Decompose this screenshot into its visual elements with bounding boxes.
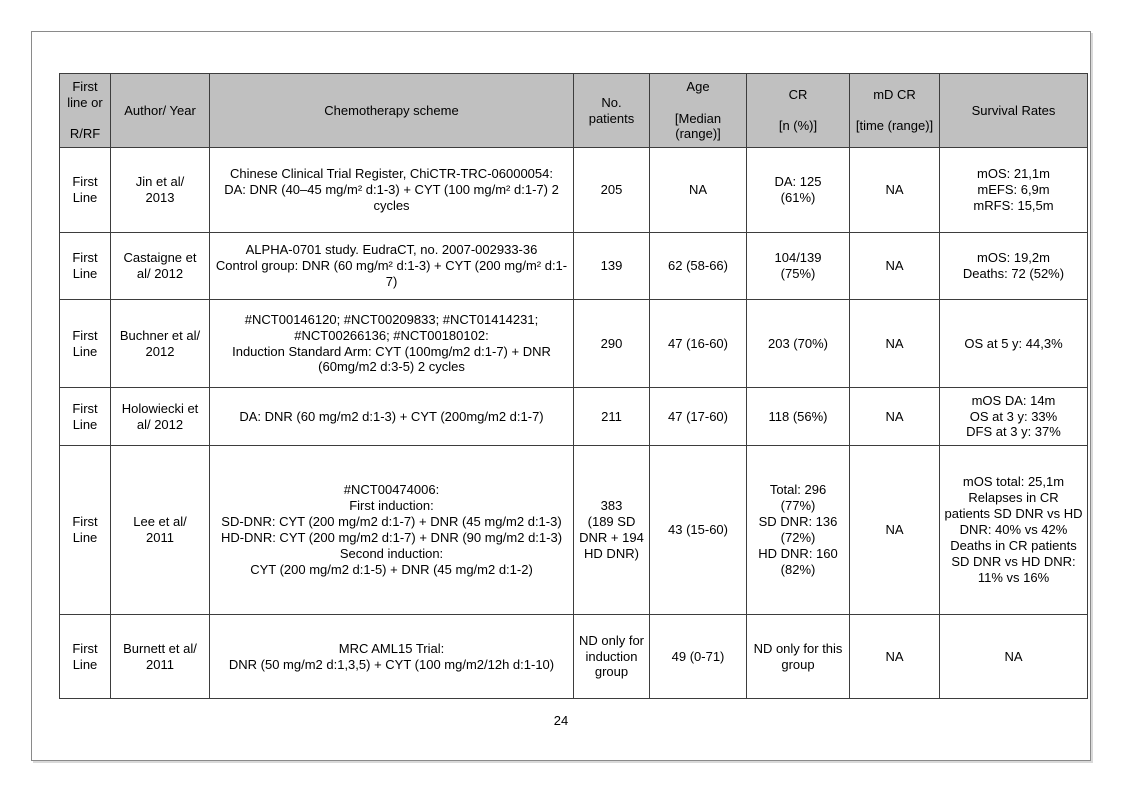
column-header-age: Age [Median (range)]: [650, 74, 747, 148]
cell-line: First Line: [60, 615, 111, 699]
cell-md_cr: NA: [850, 446, 940, 615]
page-number: 24: [553, 713, 569, 728]
table-row: [60, 388, 1088, 446]
cell-patients: 290: [574, 300, 650, 388]
cell-survival: mOS DA: 14m OS at 3 y: 33% DFS at 3 y: 37%: [940, 388, 1088, 446]
cell-patients: 383 (189 SD DNR + 194 HD DNR): [574, 446, 650, 615]
cell-author: Lee et al/ 2011: [111, 446, 210, 615]
table-row: [60, 148, 1088, 233]
cell-survival: mOS: 21,1m mEFS: 6,9m mRFS: 15,5m: [940, 148, 1088, 233]
table-row: [60, 446, 1088, 615]
cell-scheme: #NCT00474006: First induction: SD-DNR: CYT (200 mg/m2 d:1-7) + DNR (45 mg/m2 d:1-3) HD-DNR: CYT (200 mg/m2 d:1-7) + DNR (90 mg/m2 d:1-3) Second induction: CYT (200 mg/m2 d:1-5) + DNR (45 mg/m2 d:1-2): [210, 446, 574, 615]
cell-author: Buchner et al/ 2012: [111, 300, 210, 388]
cell-scheme: DA: DNR (60 mg/m2 d:1-3) + CYT (200mg/m2 d:1-7): [210, 388, 574, 446]
cell-age: 47 (17-60): [650, 388, 747, 446]
cell-patients: ND only for induction group: [574, 615, 650, 699]
cell-md_cr: NA: [850, 233, 940, 300]
cell-md_cr: NA: [850, 148, 940, 233]
clinical-trials-table: [59, 73, 1088, 699]
cell-survival: mOS total: 25,1m Relapses in CR patients SD DNR vs HD DNR: 40% vs 42% Deaths in CR patients SD DNR vs HD DNR: 11% vs 16%: [940, 446, 1088, 615]
cell-line: First Line: [60, 446, 111, 615]
cell-age: 43 (15-60): [650, 446, 747, 615]
cell-age: 62 (58-66): [650, 233, 747, 300]
column-header-survival: Survival Rates: [940, 74, 1088, 148]
document-page: [31, 31, 1091, 761]
cell-cr: ND only for this group: [747, 615, 850, 699]
table-row: [60, 300, 1088, 388]
cell-survival: OS at 5 y: 44,3%: [940, 300, 1088, 388]
cell-cr: 118 (56%): [747, 388, 850, 446]
cell-author: Castaigne et al/ 2012: [111, 233, 210, 300]
cell-age: 49 (0-71): [650, 615, 747, 699]
cell-md_cr: NA: [850, 615, 940, 699]
column-header-md_cr: mD CR [time (range)]: [850, 74, 940, 148]
cell-author: Burnett et al/ 2011: [111, 615, 210, 699]
cell-cr: DA: 125 (61%): [747, 148, 850, 233]
cell-line: First Line: [60, 300, 111, 388]
cell-md_cr: NA: [850, 300, 940, 388]
cell-cr: 203 (70%): [747, 300, 850, 388]
cell-patients: 205: [574, 148, 650, 233]
cell-cr: Total: 296 (77%) SD DNR: 136 (72%) HD DNR: 160 (82%): [747, 446, 850, 615]
table-header: [60, 74, 1088, 148]
cell-age: 47 (16-60): [650, 300, 747, 388]
cell-patients: 211: [574, 388, 650, 446]
column-header-author: Author/ Year: [111, 74, 210, 148]
column-header-patients: No. patients: [574, 74, 650, 148]
cell-line: First Line: [60, 233, 111, 300]
column-header-scheme: Chemotherapy scheme: [210, 74, 574, 148]
table-row: [60, 233, 1088, 300]
cell-line: First Line: [60, 388, 111, 446]
cell-md_cr: NA: [850, 388, 940, 446]
cell-author: Jin et al/ 2013: [111, 148, 210, 233]
cell-patients: 139: [574, 233, 650, 300]
cell-scheme: Chinese Clinical Trial Register, ChiCTR-TRC-06000054: DA: DNR (40–45 mg/m² d:1-3) + CYT (100 mg/m² d:1-7) 2 cycles: [210, 148, 574, 233]
cell-author: Holowiecki et al/ 2012: [111, 388, 210, 446]
cell-age: NA: [650, 148, 747, 233]
cell-line: First Line: [60, 148, 111, 233]
table-row: [60, 615, 1088, 699]
cell-cr: 104/139 (75%): [747, 233, 850, 300]
column-header-line: First line or R/RF: [60, 74, 111, 148]
header-row: [60, 74, 1088, 148]
cell-survival: mOS: 19,2m Deaths: 72 (52%): [940, 233, 1088, 300]
table-body: [60, 148, 1088, 699]
column-header-cr: CR [n (%)]: [747, 74, 850, 148]
cell-scheme: ALPHA-0701 study. EudraCT, no. 2007-002933-36 Control group: DNR (60 mg/m² d:1-3) + CYT (200 mg/m² d:1-7): [210, 233, 574, 300]
cell-scheme: #NCT00146120; #NCT00209833; #NCT01414231; #NCT00266136; #NCT00180102: Induction Standard Arm: CYT (100mg/m2 d:1-7) + DNR (60mg/m2 d:3-5) 2 cycles: [210, 300, 574, 388]
cell-survival: NA: [940, 615, 1088, 699]
cell-scheme: MRC AML15 Trial: DNR (50 mg/m2 d:1,3,5) + CYT (100 mg/m2/12h d:1-10): [210, 615, 574, 699]
